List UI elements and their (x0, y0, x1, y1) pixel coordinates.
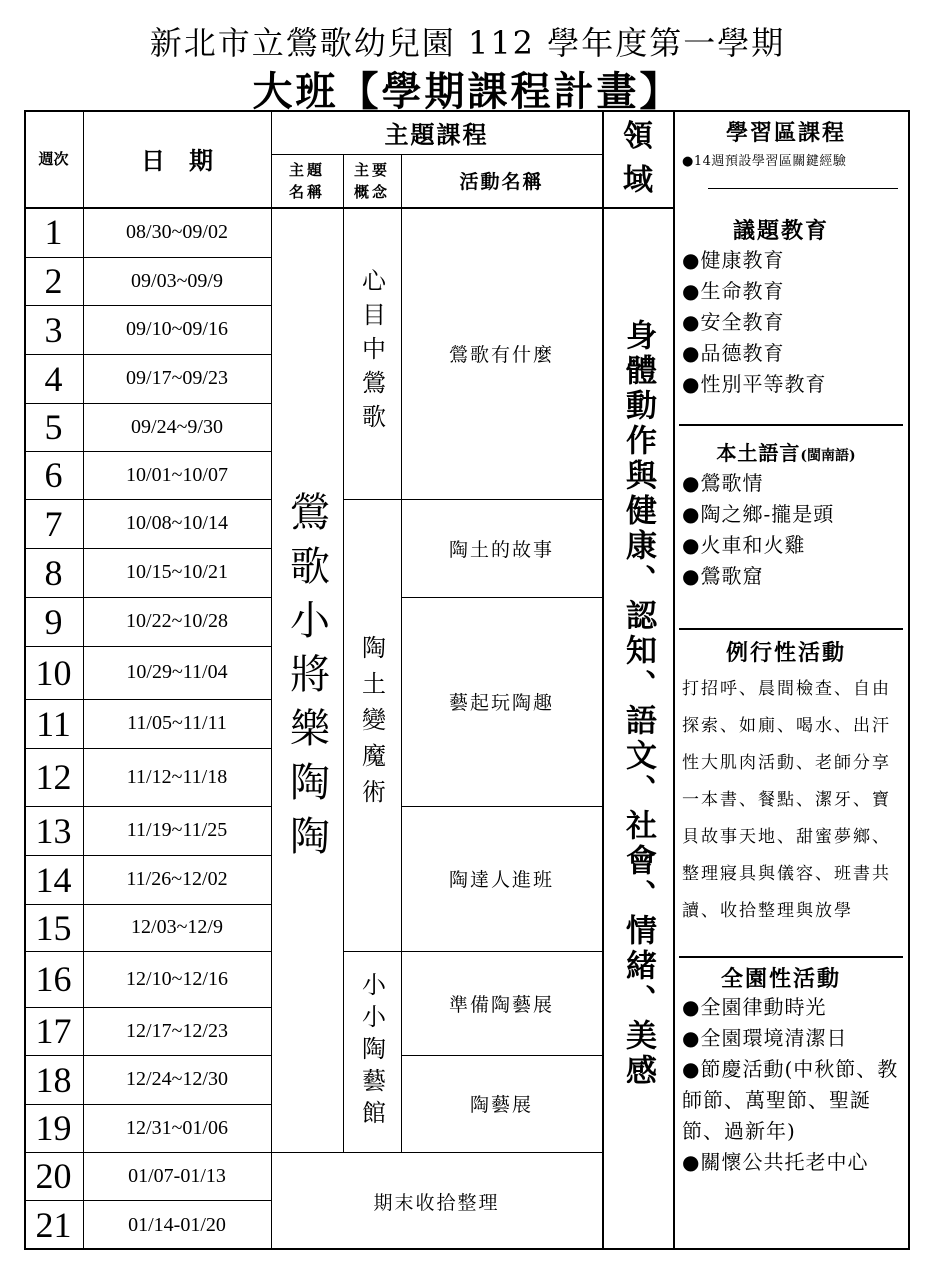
week-date: 09/03~09/9 (131, 269, 223, 292)
routine-text: 打招呼、晨間檢查、自由探索、如廁、喝水、出汗性大肌肉活動、老師分享一本書、餐點、潔牙、寶貝故事天地、甜蜜夢鄉、整理寢具與儀容、班書共讀、收拾整理與放學 (682, 679, 891, 921)
divider (679, 424, 903, 426)
week-number: 8 (44, 552, 63, 593)
final-activity: 期末收拾整理 (373, 1191, 500, 1214)
header-theme-name: 主題 名稱 (288, 160, 325, 201)
week-number: 14 (35, 859, 72, 900)
theme-name: 鶯歌小將樂陶陶 (283, 490, 330, 869)
week-number: 11 (36, 703, 71, 744)
header-date: 日 期 (141, 146, 213, 175)
activity-5: 準備陶藝展 (448, 993, 554, 1016)
issue-education-list (682, 245, 826, 400)
concept-cell-1 (343, 207, 401, 499)
week-date: 12/10~12/16 (126, 967, 228, 990)
list-item: ●健康教育 (682, 248, 785, 272)
week-number: 5 (44, 407, 63, 447)
header-theme-course: 主題課程 (384, 119, 489, 149)
week-number: 16 (35, 959, 72, 999)
concept-cell-2 (343, 499, 401, 951)
week-date: 01/07-01/13 (128, 1164, 226, 1187)
activity-6: 陶藝展 (469, 1094, 533, 1116)
week-date: 09/17~09/23 (126, 367, 228, 389)
week-number: 18 (35, 1059, 72, 1100)
week-date: 11/12~11/18 (126, 765, 228, 788)
routine-title: 例行性活動 (725, 640, 846, 666)
week-date: 10/22~10/28 (126, 610, 228, 632)
week-date: 08/30~09/02 (126, 220, 228, 243)
week-date: 10/08~10/14 (126, 512, 228, 534)
list-item: ●性別平等教育 (682, 372, 827, 396)
header-main-concept: 主要 概念 (353, 160, 390, 201)
list-item: ●鶯歌窟 (682, 564, 764, 588)
local-language-title: 本土語言 (716, 441, 801, 465)
learning-area-item: ●14週預設學習區關鍵經驗 (682, 154, 847, 169)
week-date: 09/24~9/30 (131, 415, 223, 438)
week-number: 1 (44, 212, 63, 252)
activity-2: 陶土的故事 (448, 538, 554, 561)
concept-cell-3 (343, 951, 401, 1152)
document-title-line2: 大班【學期課程計畫】 (252, 68, 683, 115)
week-number: 3 (44, 309, 63, 350)
week-date: 01/14-01/20 (128, 1213, 226, 1236)
divider (679, 956, 903, 958)
week-date: 11/19~11/25 (126, 819, 228, 841)
domain-text: 身體動作與健康、認知、語文、社會、情緒、美感 (620, 319, 656, 1089)
list-item: ●品德教育 (682, 341, 785, 365)
week-date: 11/26~12/02 (126, 868, 228, 890)
domain-cell (603, 207, 673, 1250)
list-item: ●火車和火雞 (682, 533, 806, 557)
week-date: 12/17~12/23 (126, 1019, 228, 1042)
list-item: ●生命教育 (682, 279, 785, 303)
week-number: 21 (35, 1205, 72, 1245)
divider (679, 628, 903, 630)
list-item: ●安全教育 (682, 310, 785, 334)
week-date: 11/05~11/11 (127, 712, 227, 734)
week-date: 10/01~10/07 (126, 463, 228, 486)
week-number: 17 (35, 1011, 72, 1051)
activity-3: 藝起玩陶趣 (448, 692, 554, 714)
activity-1: 鶯歌有什麼 (448, 343, 554, 366)
theme-name-cell (271, 207, 343, 1152)
week-number: 13 (35, 810, 72, 851)
learning-area-title: 學習區課程 (725, 120, 846, 146)
week-number: 19 (35, 1108, 72, 1148)
activity-4: 陶達人進班 (448, 869, 554, 891)
week-number: 4 (44, 358, 63, 399)
school-wide-title: 全園性活動 (720, 966, 841, 992)
week-number: 6 (44, 455, 63, 495)
list-item: ●關懷公共托老中心 (682, 1150, 869, 1174)
header-domain: 領 域 (623, 118, 653, 198)
concept-1: 心目中鶯歌 (357, 268, 386, 438)
list-item: ●陶之鄉-攏是頭 (682, 502, 835, 526)
concept-2: 陶土變魔術 (357, 635, 386, 815)
week-date: 12/24~12/30 (126, 1068, 228, 1090)
local-language-list (682, 468, 834, 592)
header-week: 週次 (38, 150, 69, 168)
week-date: 12/03~12/9 (131, 916, 223, 938)
list-item: ●鶯歌情 (682, 471, 764, 495)
week-number: 2 (44, 261, 63, 301)
local-language-heading (676, 437, 896, 466)
list-item: ●全園律動時光 (682, 995, 827, 1019)
week-number: 10 (35, 652, 72, 693)
issue-education-title: 議題教育 (732, 218, 829, 244)
list-item: ●全園環境清潔日 (682, 1026, 848, 1050)
week-number: 7 (44, 503, 63, 544)
week-date: 10/29~11/04 (126, 661, 228, 683)
week-number: 20 (35, 1156, 72, 1196)
document-title-line1: 新北市立鶯歌幼兒園 112 學年度第一學期 (149, 24, 786, 62)
week-date: 12/31~01/06 (126, 1116, 228, 1139)
header-activity-name: 活動名稱 (459, 171, 544, 193)
week-number: 9 (44, 601, 63, 642)
divider (708, 188, 898, 189)
week-date: 10/15~10/21 (126, 561, 228, 583)
week-number: 12 (35, 757, 72, 797)
list-item: ●節慶活動(中秋節、教師節、萬聖節、聖誕節、過新年) (682, 1057, 899, 1143)
local-language-note: (閩南語) (800, 448, 856, 464)
week-number: 15 (35, 907, 72, 948)
school-wide-list (682, 992, 904, 1178)
side-panel (676, 112, 908, 1248)
week-date: 09/10~09/16 (126, 318, 228, 340)
concept-3: 小小陶藝館 (357, 971, 386, 1132)
